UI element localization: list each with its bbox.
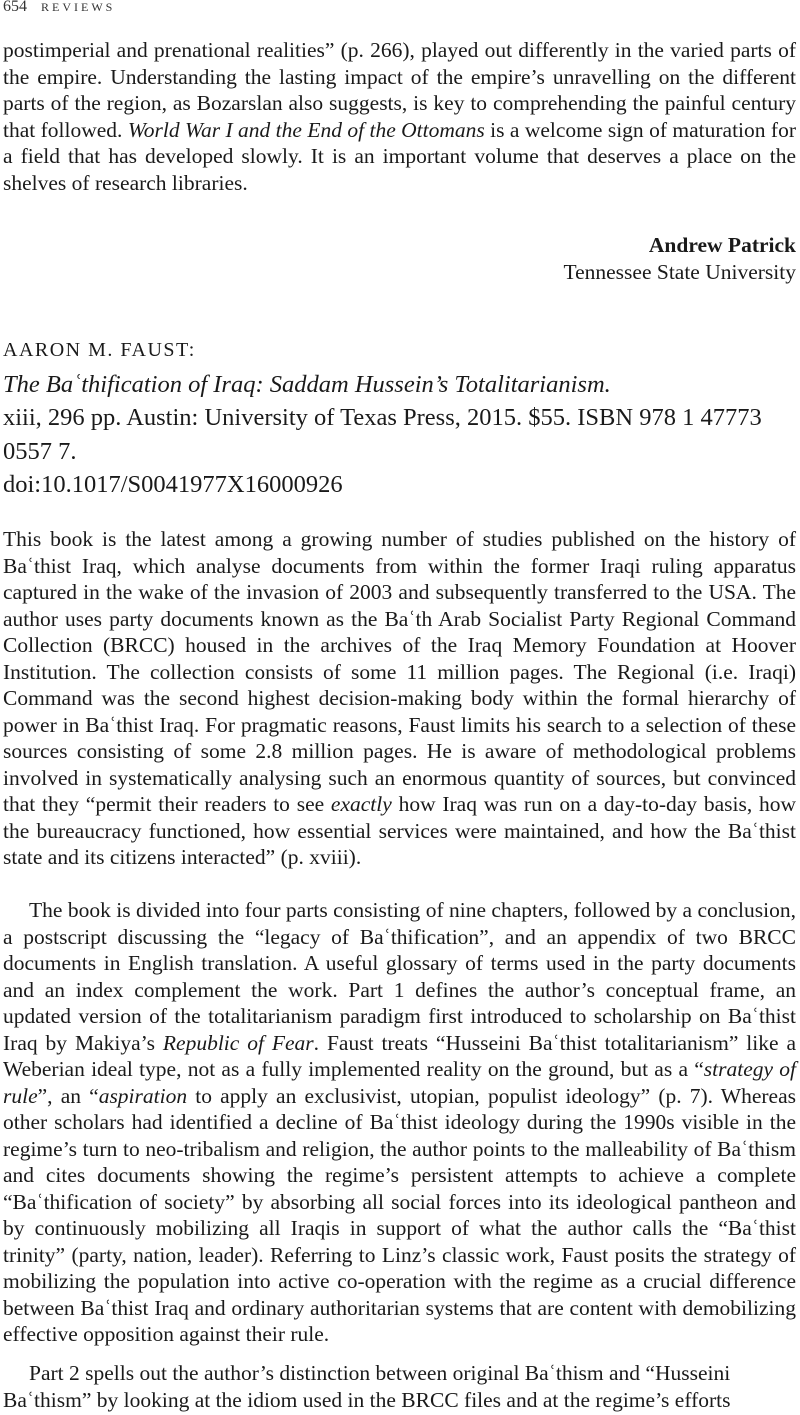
body-paragraph-2: [3, 897, 796, 1348]
emphasis-italic: exactly: [330, 792, 392, 816]
page-number: 654: [3, 0, 27, 15]
book-title-italic: Republic of Fear: [162, 1030, 314, 1055]
publication-details: xiii, 296 pp. Austin: University of Texas Press, 2015. $55. ISBN 978 1 47773 0557 7.: [3, 404, 762, 465]
text-run: is a welcome sign of maturation for a field that has developed slowly. It is an important volume that deserves a place on the shelves of research libraries.: [3, 117, 796, 195]
book-title: The Baʿthification of Iraq: Saddam Hussein’s Totalitarianism.: [3, 370, 611, 398]
book-title-italic: World War I and the End of the Ottomans: [127, 117, 485, 142]
text-run: to apply an exclusivist, utopian, populist ideology” (p. 7). Whereas other scholars had identified a decline of Baʿthist ideology during the 1990s visible in the regime’s turn to neo-tribalism and religion, the author points to the malleability of Baʿthism and cites documents showing the regime’s persistent attempts to achieve a complete “Baʿthification of society” by absorbing all social forces into its ideological pantheon and by continuously mobilizing all Iraqis in support of what the author calls the “Baʿthist trinity” (party, nation, leader). Referring to Linz’s classic work, Faust posits the strategy of mobilizing the population into active co-operation with the regime as a crucial difference between Baʿthist Iraq and ordinary authoritarian systems that are content with demobilizing effective opposition against their rule.: [3, 1083, 796, 1346]
emphasis-italic: strategy of rule: [3, 1057, 796, 1108]
text-run: postimperial and prenational realities” (p. 266), played out differently in the varied parts of the empire. Understanding the lasting impact of the empire’s unravelling on the different parts of the region, as Bozarslan also suggests, is key to comprehending the painful century that followed.: [3, 38, 796, 142]
text-run: . Faust treats “Husseini Baʿthist totalitarianism” like a Weberian ideal type, not as a fully implemented reality on the ground, but as a “: [3, 1030, 796, 1081]
prev-review-closing-paragraph: [3, 37, 796, 196]
page-header: [3, 0, 115, 16]
reviewer-name: Andrew Patrick: [648, 233, 796, 257]
doi: doi:10.1017/S0041977X16000926: [3, 471, 343, 498]
text-run: The book is divided into four parts consisting of nine chapters, followed by a conclusion, a postscript discussing the “legacy of Baʿthification”, and an appendix of two BRCC documents in English translation. A useful glossary of terms used in the party documents and an index complement the work. Part 1 defines the author’s conceptual frame, an updated version of the totalitarianism paradigm first introduced to scholarship on Baʿthist Iraq by Makiya’s: [3, 898, 796, 1055]
review-citation: [3, 334, 796, 502]
text-run: This book is the latest among a growing number of studies published on the history of Baʿthist Iraq, which analyse documents from within the former Iraqi ruling apparatus captured in the wake of the invasion of 2003 and subsequently transferred to the USA. The author uses party documents known as the Baʿth Arab Socialist Party Regional Command Collection (BRCC) housed in the archives of the Iraq Memory Foundation at Hoover Institution. The collection consists of some 11 million pages. The Regional (i.e. Iraqi) Command was the second highest decision-making body within the formal hierarchy of power in Baʿthist Iraq. For pragmatic reasons, Faust limits his search to a selection of these sources consisting of some 2.8 million pages. He is aware of methodological problems involved in systematically analysing such an enormous quantity of sources, but convinced that they “permit their readers to see: [3, 527, 796, 816]
text-run: how Iraq was run on a day-to-day basis, how the bureaucracy functioned, how essential services were maintained, and how the Baʿthist state and its citizens interacted” (p. xviii).: [3, 792, 796, 869]
body-paragraph-1: [3, 526, 796, 871]
reviewer-affiliation: Tennessee State University: [563, 260, 796, 284]
running-title: REVIEWS: [41, 0, 116, 14]
book-author: AARON M. FAUST:: [3, 339, 196, 361]
emphasis-italic: aspiration: [98, 1083, 188, 1108]
text-run: ”, an “: [37, 1083, 99, 1108]
text-run: Part 2 spells out the author’s distinction between original Baʿthism and “Husseini Baʿthism” by looking at the idiom used in the BRCC files and at the regime’s efforts: [3, 1361, 731, 1412]
reviewer-signature: [563, 232, 796, 286]
body-paragraph-3: [3, 1360, 796, 1413]
